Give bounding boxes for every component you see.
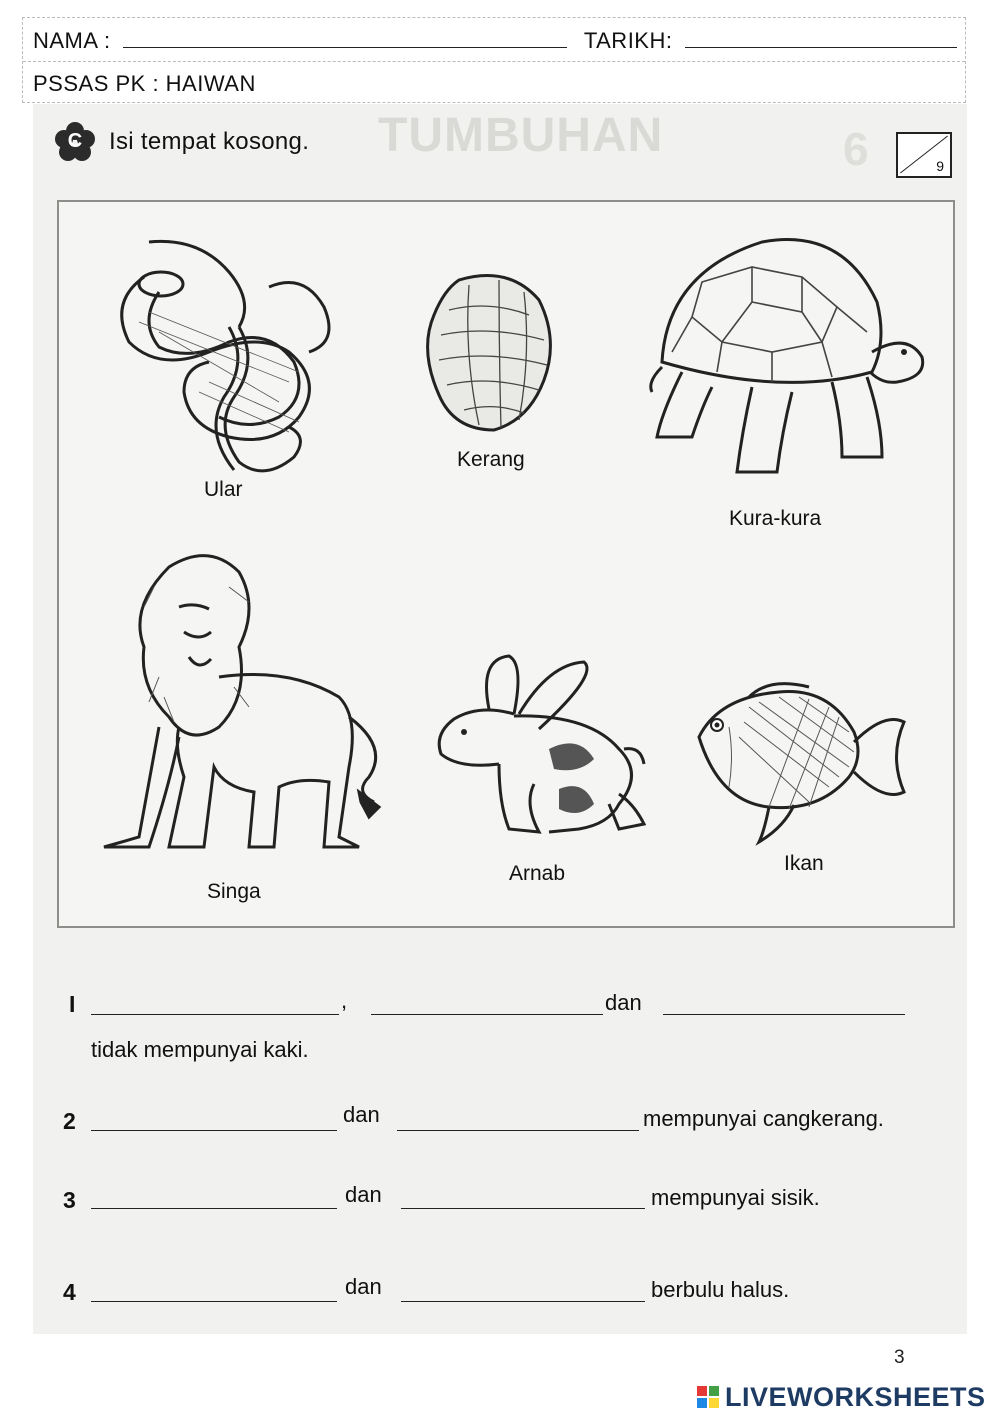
label-ular: Ular [204,478,243,501]
question-3-blank-1[interactable] [91,1208,337,1209]
name-field[interactable] [123,29,567,48]
question-4-joiner: dan [345,1274,382,1299]
question-1-blank-3[interactable] [663,1014,905,1015]
question-1-comma: , [341,988,348,1013]
header-row-name-date [33,28,957,54]
question-1-tail: tidak mempunyai kaki. [91,1037,309,1062]
rabbit-icon [419,654,649,844]
section-letter: C [67,130,83,152]
subject-title: PSSAS PK : HAIWAN [33,71,256,96]
section-instruction: Isi tempat kosong. [109,128,310,155]
question-3-tail: mempunyai sisik. [651,1185,820,1210]
question-3-joiner: dan [345,1182,382,1207]
question-4-number: 4 [63,1279,76,1305]
date-field[interactable] [685,29,957,48]
worksheet-header [22,17,966,103]
question-2-blank-1[interactable] [91,1130,337,1131]
fish-icon [689,677,909,847]
flower-badge-icon [55,122,95,162]
question-2-number: 2 [63,1108,76,1134]
question-1-joiner: dan [605,990,642,1015]
lion-icon [99,547,409,867]
clam-icon [419,270,559,435]
brand-name: LIVEWORKSHEETS [725,1382,986,1412]
liveworksheets-logo-icon [697,1386,721,1410]
animals-panel [57,200,955,928]
worksheet-scan [33,104,967,1334]
question-4-blank-2[interactable] [401,1301,645,1302]
snake-icon [89,232,349,482]
label-kerang: Kerang [457,448,525,471]
header-divider [23,61,965,62]
question-4-tail: berbulu halus. [651,1277,790,1302]
question-1-blank-2[interactable] [371,1014,603,1015]
question-4-blank-1[interactable] [91,1301,337,1302]
background-title: TUMBUHAN [378,109,664,162]
label-singa: Singa [207,880,261,903]
question-3-number: 3 [63,1187,76,1213]
question-3-blank-2[interactable] [401,1208,645,1209]
brand-footer [697,1382,986,1413]
question-2-joiner: dan [343,1102,380,1127]
label-ikan: Ikan [784,852,824,875]
score-box [896,132,952,178]
section-heading [55,122,309,162]
background-unit-number: 6 [843,123,869,175]
name-label: NAMA : [33,28,111,53]
question-1-number: I [69,991,76,1017]
tortoise-icon [642,232,932,482]
question-1-blank-1[interactable] [91,1014,339,1015]
label-kura-kura: Kura-kura [729,507,822,530]
label-arnab: Arnab [509,862,566,885]
page-number: 3 [894,1347,905,1368]
question-2-tail: mempunyai cangkerang. [643,1106,884,1131]
question-2-blank-2[interactable] [397,1130,639,1131]
score-total: 9 [936,158,944,174]
date-label: TARIKH: [583,28,673,53]
